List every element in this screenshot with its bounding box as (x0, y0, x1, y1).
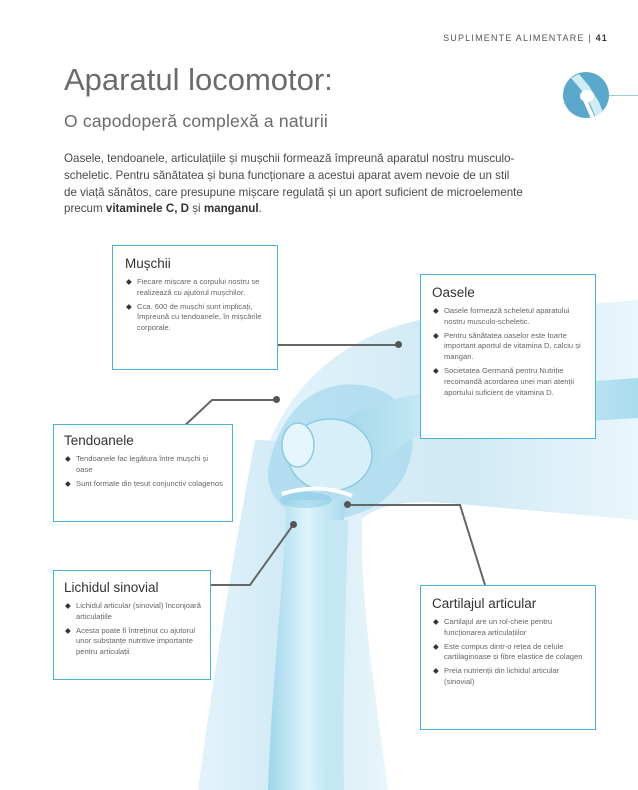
intro-text: Oasele, tendoanele, articulațiile și mușchii formează împreună aparatul nostru musculo-scheletic. Pentru sănătatea și buna funcționare a acestui aparat avem nevoie de un stil de viață sănătos, care presupune mișcare regulată și un aport suficient de microelemente precum (64, 152, 523, 216)
list-item: ◆ Preia nutrienții din lichidul articular (sinovial) (432, 666, 587, 688)
list-item: ◆ Cartilajul are un rol-cheie pentru funcționarea articulațiilor (432, 617, 587, 639)
page-title: Aparatul locomotor: (64, 62, 333, 97)
intro-bold-manganese: manganul (203, 202, 259, 216)
lichidul-title: Lichidul sinovial (64, 580, 159, 595)
tendoanele-title: Tendoanele (64, 433, 134, 448)
tendoanele-list (64, 454, 224, 489)
cartilajul-box (420, 585, 596, 730)
intro-bold-vitamins: vitaminele C, D (105, 202, 190, 216)
list-item: ◆ Fiecare mișcare a corpului nostru se realizează cu ajutorul mușchilor. (125, 277, 267, 299)
page-subtitle: O capodoperă complexă a naturii (64, 111, 328, 131)
lichidul-list (64, 601, 202, 658)
intro-end: . (258, 202, 262, 216)
cartilajul-leader (348, 505, 485, 585)
patella-bone (282, 423, 314, 467)
oasele-title: Oasele (432, 285, 475, 300)
list-item: ◆ Oasele formează scheletul aparatului nostru musculo-scheletic. (432, 306, 587, 328)
list-item: ◆ Acesta poate fi întreținut cu ajutorul unor substanțe nutritive importante pentru articulații (64, 626, 202, 658)
muschii-box (112, 245, 278, 370)
page-number: 41 (595, 33, 608, 43)
list-item: ◆ Pentru sănătatea oaselor este foarte important aportul de vitamina D, calciu și mangan. (432, 331, 587, 363)
list-item: ◆ Societatea Germană pentru Nutriție recomandă acordarea unei mari atenții aportului suficient de vitamina D. (432, 366, 587, 398)
list-item: ◆ Lichidul articular (sinovial) înconjoară articulațiile (64, 601, 202, 623)
tendoanele-box (53, 424, 233, 522)
list-item: ◆ Tendoanele fac legătura între mușchi și oase (64, 454, 224, 476)
intro-joiner: și (189, 202, 204, 216)
lichidul-dot (290, 521, 297, 528)
list-item: ◆ Cca. 600 de mușchi sunt implicați, împreună cu tendoanele, în mișcările corporale. (125, 302, 267, 334)
muschii-title: Mușchii (125, 256, 171, 271)
synovial-area (280, 492, 332, 508)
list-item: ◆ Este compus dintr-o rețea de celule cartilaginoase și fibre elastice de colagen (432, 642, 587, 664)
list-item: ◆ Sunt formate din țesut conjunctiv colagenos (64, 479, 224, 490)
oasele-box (420, 274, 596, 439)
tendoanele-dot (273, 396, 280, 403)
oasele-list (432, 306, 587, 398)
cartilajul-list (432, 617, 587, 688)
cartilajul-title: Cartilajul articular (432, 596, 537, 611)
muschii-dot (395, 341, 402, 348)
section-label: SUPLIMENTE ALIMENTARE (443, 33, 585, 43)
lichidul-box (53, 570, 211, 680)
header-separator: | (588, 33, 592, 43)
muschii-list (125, 277, 267, 334)
cartilajul-dot (344, 501, 351, 508)
